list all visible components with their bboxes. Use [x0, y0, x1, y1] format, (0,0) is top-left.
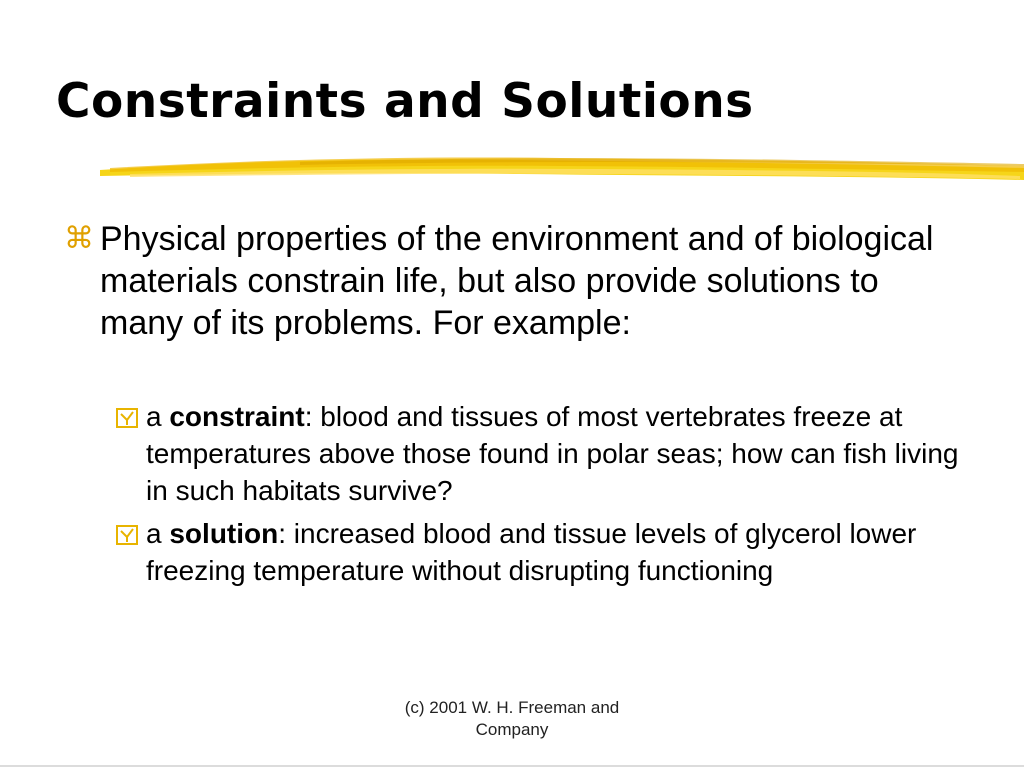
- sub-bullet-prefix: a: [146, 518, 170, 549]
- sub-bullet-text: : blood and tissues of most vertebrates freeze at temperatures above those found in polar seas; how can fish living in such habitats survive?: [146, 401, 959, 506]
- place-of-interest-bullet-icon: ⌘: [64, 222, 94, 255]
- sub-bullet-constraint: [146, 398, 966, 509]
- title-underline-brushstroke: [100, 150, 1024, 190]
- main-bullet: [64, 218, 940, 344]
- checkbox-bullet-icon: [116, 525, 138, 545]
- solution-term: solution: [169, 518, 279, 549]
- main-bullet-text: Physical properties of the environment and of biological materials constrain life, but also provide solutions to many of its problems. For example:: [100, 220, 934, 342]
- checkbox-bullet-icon: [116, 408, 138, 428]
- bottom-divider: [0, 765, 1024, 767]
- constraint-term: constraint: [169, 401, 305, 432]
- footer-line-2: Company: [475, 720, 549, 739]
- sub-bullet-solution: [146, 515, 966, 589]
- sub-bullet-prefix: a: [146, 401, 170, 432]
- footer-line-1: (c) 2001 W. H. Freeman and: [404, 698, 620, 717]
- slide-title: Constraints and Solutions: [56, 74, 754, 129]
- sub-bullet-text: : increased blood and tissue levels of glycerol lower freezing temperature without disrupting functioning: [146, 518, 917, 586]
- copyright-footer: [332, 697, 692, 741]
